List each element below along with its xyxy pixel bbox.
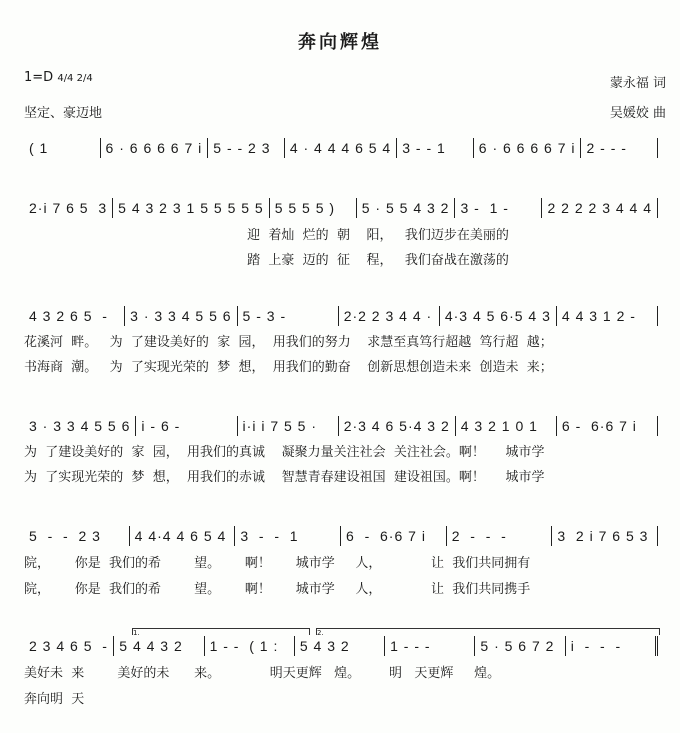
measure: 4 3 2 6 5 - (24, 306, 125, 326)
measure: 6 · 6 6 6 6 7 i (474, 138, 582, 158)
measure: 4 · 4 4 4 6 5 4 (285, 138, 397, 158)
measure: 6 - 6·6 7 i (557, 416, 658, 436)
measure: 5 5 5 5 ) (270, 198, 357, 218)
measure: 3 - - 1 (235, 526, 341, 546)
measure: 2 3 4 6 5 - (24, 636, 114, 656)
measure: 5 4 3 2 3 1 5 5 5 5 5 (113, 198, 270, 218)
measure: 5 - - 2 3 (208, 138, 285, 158)
measure: i·i i 7 5 5 · (238, 416, 339, 436)
volta-1-label: 1. (133, 629, 140, 637)
measure: 5 · 5 6 7 2 (475, 636, 565, 656)
measure: 5 4 3 2 (295, 636, 385, 656)
measure: 5 - - 2 3 (24, 526, 130, 546)
measure: 1 - - - (385, 636, 475, 656)
measure: 3 2 i 7 6 5 3 (552, 526, 658, 546)
measure: 4·3 4 5 6·5 4 3 (440, 306, 557, 326)
lyric-line: 奔向明 天 (24, 692, 85, 707)
measure: ( 1 (24, 138, 101, 158)
lyric-line: 踏 上豪 迈的 征 程， 我们奋战在激荡的 (24, 253, 509, 268)
measure: 3 · 3 3 4 5 5 6 (125, 306, 237, 326)
measure: 6 · 6 6 6 6 7 i (101, 138, 209, 158)
key-signature (24, 70, 93, 85)
lyricist-credit: 蒙永福 词 (609, 76, 666, 91)
measure: 4 3 2 1 0 1 (456, 416, 557, 436)
measure: 5 4 4 3 2 (114, 636, 204, 656)
notation-system (24, 138, 658, 158)
measure: 2·2 2 3 4 4 · (339, 306, 440, 326)
lyric-line: 为 了实现光荣的 梦 想， 用我们的赤诚 智慧青春建设祖国 建设祖国。啊！ 城市学 (24, 470, 545, 485)
measure: 2 - - - (447, 526, 553, 546)
lyric-line: 为 了建设美好的 家 园， 用我们的真诚 凝聚力量关注社会 关注社会。啊！ 城市学 (24, 445, 545, 460)
notation-system (24, 198, 658, 218)
composer-credit: 吴媛姣 曲 (609, 106, 666, 121)
measure: 5 · 5 5 4 3 2 (357, 198, 456, 218)
notation-system (24, 306, 658, 326)
measure: 5 - 3 - (238, 306, 339, 326)
volta-2-label: 2. (317, 629, 324, 637)
notation-system (24, 636, 658, 656)
lyric-line: 院， 你是 我们的希 望。 啊！ 城市学 人， 让 我们共同拥有 (24, 556, 531, 571)
volta-1 (132, 628, 310, 635)
measure: 3 - - 1 (397, 138, 474, 158)
notation-system (24, 416, 658, 436)
measure: 1 - - ( 1 : (205, 636, 295, 656)
measure: 2·3 4 6 5·4 3 2 (339, 416, 456, 436)
measure: 2 2 2 2 3 4 4 4 (542, 198, 658, 218)
measure: 2·i 7 6 5 3 (24, 198, 113, 218)
measure: 6 - 6·6 7 i (341, 526, 447, 546)
tempo-marking: 坚定、豪迈地 (24, 106, 103, 121)
measure: i - 6 - (136, 416, 237, 436)
time-signature: 4/4 2/4 (57, 73, 93, 84)
lyric-line: 花溪河 畔。 为 了建设美好的 家 园， 用我们的努力 求慧至真笃行超越 笃行超 越； (24, 335, 553, 350)
song-title: 奔向辉煌 (298, 32, 382, 53)
lyric-line: 院， 你是 我们的希 望。 啊！ 城市学 人， 让 我们共同携手 (24, 582, 531, 597)
notation-system (24, 526, 658, 546)
measure: 4 4·4 4 6 5 4 (130, 526, 236, 546)
measure: 4 4 3 1 2 - (557, 306, 658, 326)
measure: 3 · 3 3 4 5 5 6 (24, 416, 136, 436)
key-label: 1=D (24, 70, 54, 85)
measure: 2 - - - (581, 138, 658, 158)
measure: 3 - 1 - (455, 198, 542, 218)
lyric-line: 书海商 潮。 为 了实现光荣的 梦 想， 用我们的勤奋 创新思想创造未来 创造未 来； (24, 360, 553, 375)
lyric-line: 美好未 来 美好的未 来。 明天更辉 煌。 明 天更辉 煌。 (24, 666, 501, 681)
measure: i - - - (566, 636, 658, 656)
lyric-line: 迎 着灿 烂的 朝 阳， 我们迈步在美丽的 (24, 228, 509, 243)
volta-2 (316, 628, 660, 635)
